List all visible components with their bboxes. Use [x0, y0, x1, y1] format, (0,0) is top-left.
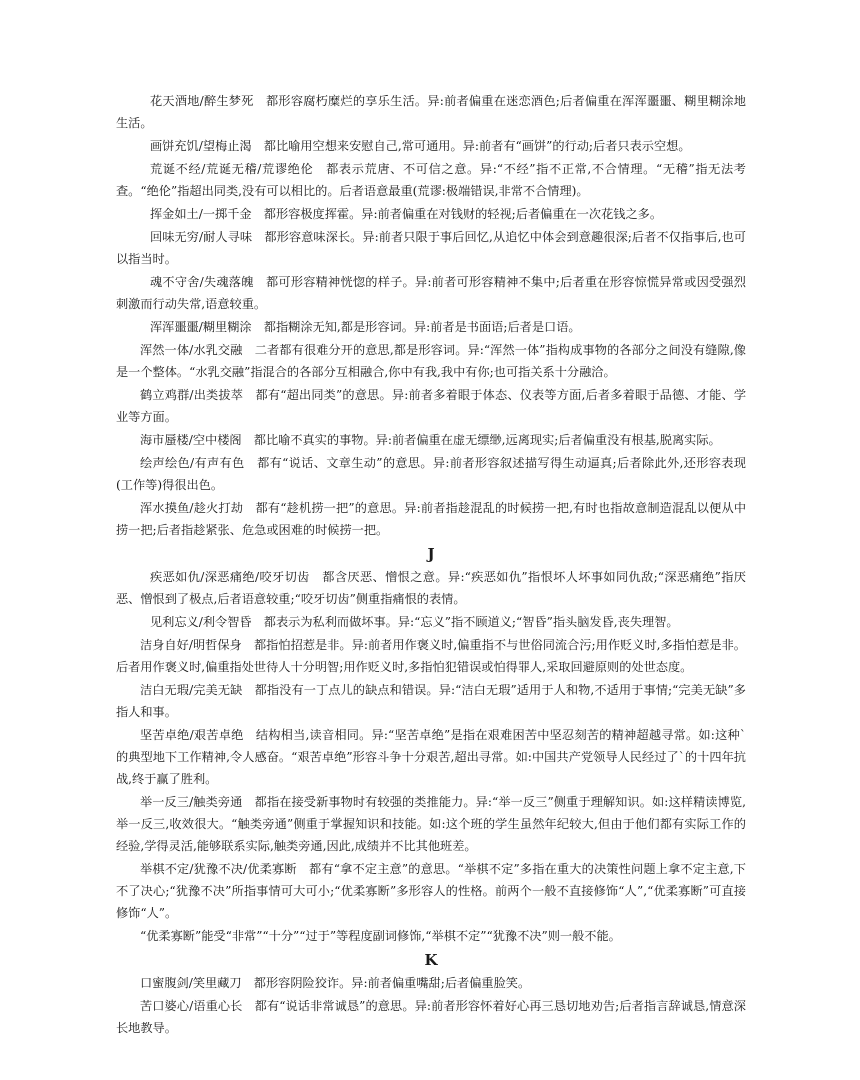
- entry-huishenghuise: 绘声绘色/有声有色 都有“说话、文章生动”的意思。异:前者形容叙述描写得生动逼真;后者除此外,还形容表现(工作等)得很出色。: [116, 456, 746, 492]
- entry-hunbushoushe: 魂不守舍/失魂落魄 都可形容精神恍惚的样子。异:前者可形容精神不集中;后者重在形容惊慌异常或因受强烈刺激而行动失常,语意较重。: [116, 275, 746, 311]
- entry-jiebaiwuxia: 洁白无瑕/完美无缺 都指没有一丁点儿的缺点和错误。异:“洁白无瑕”适用于人和物,不适用于事情;“完美无缺”多指人和事。: [116, 683, 746, 719]
- entry-hunranyiti: 浑然一体/水乳交融 二者都有很难分开的意思,都是形容词。异:“浑然一体”指构成事物的各部分之间没有缝隙,像是一个整体。“水乳交融”指混合的各部分互相融合,你中有我,我中有你;也可指关系十分融洽。: [116, 343, 746, 379]
- section-letter-j: J: [427, 545, 435, 563]
- entry-youroudaduan-note: “优柔寡断”能受“非常”“十分”“过于”等程度副词修饰,“举棋不定”“犹豫不决”则一般不能。: [140, 929, 621, 943]
- section-letter-k: K: [424, 951, 438, 969]
- entry-huabingchongji: 画饼充饥/望梅止渴 都比喻用空想来安慰自己,常可通用。异:前者有“画饼”的行动;后者只表示空想。: [150, 139, 691, 153]
- entry-huiweiwuqiong: 回味无穷/耐人寻味 都形容意味深长。异:前者只限于事后回忆,从追忆中体会到意趣很深;后者不仅指事后,也可以指当时。: [116, 230, 746, 266]
- entry-jieshenzihao: 洁身自好/明哲保身 都指怕招惹是非。异:前者用作褒义时,偏重指不与世俗同流合污;用作贬义时,多指怕惹是非。后者用作褒义时,偏重指处世待人十分明智;用作贬义时,多指怕犯错误或怕得罪人,采取回避原则的处世态度。: [116, 638, 746, 674]
- entry-jianliwangyi: 见利忘义/利令智昏 都表示为私利而做坏事。异:“忘义”指不顾道义;“智昏”指头脑发昏,丧失理智。: [150, 615, 679, 629]
- entry-huijinrutu: 挥金如土/一掷千金 都形容极度挥霍。异:前者偏重在对钱财的轻视;后者偏重在一次花钱之多。: [150, 207, 663, 221]
- entry-haishishenlou: 海市蜃楼/空中楼阁 都比喻不真实的事物。异:前者偏重在虚无缥缈,远离现实;后者偏重没有根基,脱离实际。: [140, 433, 721, 447]
- entry-huatianjiudi: 花天酒地/醉生梦死 都形容腐朽糜烂的享乐生活。异:前者偏重在迷恋酒色;后者偏重在浑浑噩噩、糊里糊涂地生活。: [116, 94, 746, 130]
- document-body: [116, 90, 746, 1040]
- entry-jierouchou: 疾恶如仇/深恶痛绝/咬牙切齿 都含厌恶、憎恨之意。异:“疾恶如仇”指恨坏人坏事如同仇敌;“深恶痛绝”指厌恶、憎恨到了极点,后者语意较重;“咬牙切齿”侧重指痛恨的表情。: [116, 570, 746, 606]
- entry-juqibuding: 举棋不定/犹豫不决/优柔寡断 都有“拿不定主意”的意思。“举棋不定”多指在重大的决策性问题上拿不定主意,下不了决心;“犹豫不决”所指事情可大可小;“优柔寡断”多形容人的性格。前两个一般不直接修饰“人”,“优柔寡断”可直接修饰“人”。: [116, 862, 746, 920]
- entry-jiankuzhuojue: 坚苦卓绝/艰苦卓绝 结构相当,读音相同。异:“坚苦卓绝”是指在艰难困苦中坚忍刻苦的精神超越寻常。如:这种`的典型地下工作精神,令人感奋。“艰苦卓绝”形容斗争十分艰苦,超出寻常。如:中国共产党领导人民经过了`的十四年抗战,终于赢了胜利。: [116, 728, 746, 786]
- entry-huangdanbujing: 荒诞不经/荒诞无稽/荒谬绝伦 都表示荒唐、不可信之意。异:“不经”指不正常,不合情理。“无稽”指无法考查。“绝伦”指超出同类,没有可以相比的。后者语意最重(荒谬:极端错误,非常不合情理)。: [116, 162, 746, 198]
- entry-koumifujian: 口蜜腹剑/笑里藏刀 都形容阴险狡诈。异:前者偏重嘴甜;后者偏重脸笑。: [140, 976, 531, 990]
- entry-kukoupoxin: 苦口婆心/语重心长 都有“说话非常诚恳”的意思。异:前者形容怀着好心再三恳切地劝告;后者指言辞诚恳,情意深长地教导。: [116, 999, 746, 1035]
- entry-hunshuimoyu: 浑水摸鱼/趁火打劫 都有“趁机捞一把”的意思。异:前者指趁混乱的时候捞一把,有时也指故意制造混乱以便从中捞一把;后者指趁紧张、危急或困难的时候捞一把。: [116, 501, 746, 537]
- entry-juyifansan: 举一反三/触类旁通 都指在接受新事物时有较强的类推能力。异:“举一反三”侧重于理解知识。如:这样精读博览,举一反三,收效很大。“触类旁通”侧重于掌握知识和技能。如:这个班的学生虽然年纪较大,但由于他们都有实际工作的经验,学得灵活,能够联系实际,触类旁通,因此,成绩并不比其他班差。: [116, 795, 746, 853]
- entry-helijiqun: 鹤立鸡群/出类拔萃 都有“超出同类”的意思。异:前者多着眼于体态、仪表等方面,后者多着眼于品德、才能、学业等方面。: [116, 388, 746, 424]
- entry-hunhuneee: 浑浑噩噩/糊里糊涂 都指糊涂无知,都是形容词。异:前者是书面语;后者是口语。: [150, 320, 581, 334]
